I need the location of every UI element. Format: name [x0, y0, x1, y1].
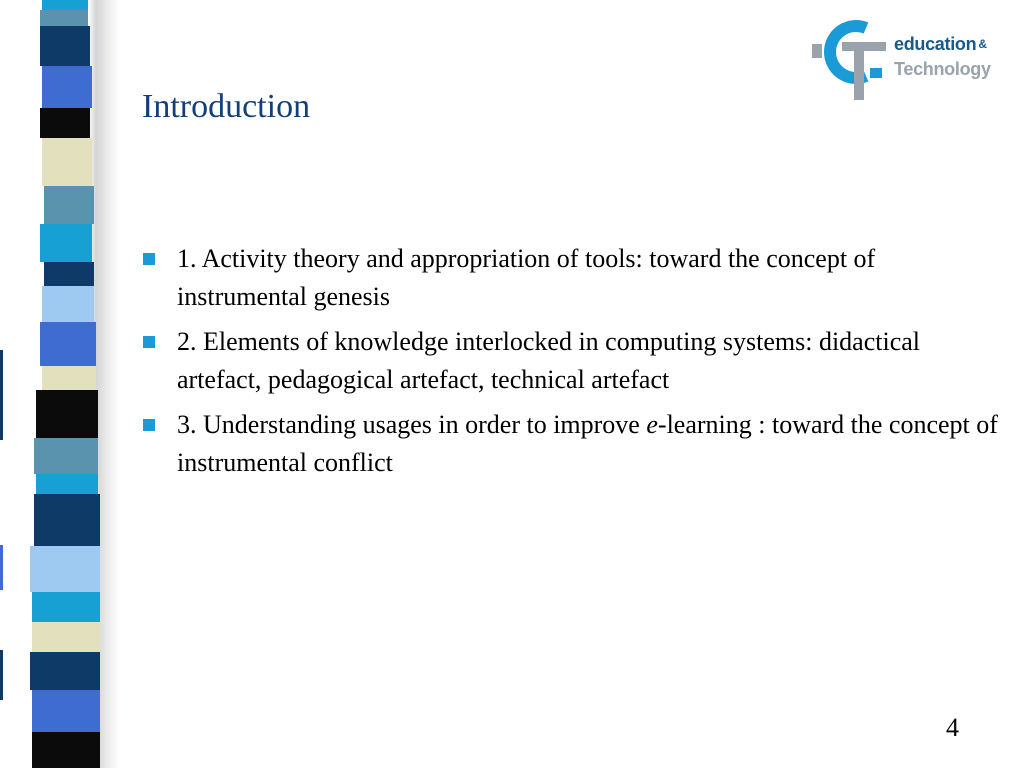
strip-block	[36, 390, 98, 438]
bullet-text-continued: -learning : toward the concept of instrumental conflict	[177, 410, 998, 477]
square-bullet-icon	[143, 419, 155, 431]
strip-block	[32, 690, 100, 732]
strip-block	[42, 286, 94, 322]
strip-block	[42, 366, 96, 390]
strip-block	[42, 66, 92, 108]
bullet-list	[142, 240, 1002, 489]
square-bullet-icon	[143, 253, 155, 265]
page-number: 4	[946, 713, 959, 742]
strip-block	[40, 26, 90, 66]
bullet-text: 3. Understanding usages in order to improve	[177, 410, 647, 439]
bullet-text: 1. Activity theory and appropriation of tools: toward the concept of instrumental genesis	[177, 244, 876, 311]
bullet-item	[142, 240, 1002, 316]
strip-edge	[0, 350, 3, 440]
strip-block	[44, 262, 94, 286]
bullet-item	[142, 323, 1002, 399]
education-technology-logo	[808, 14, 1008, 104]
strip-block	[32, 592, 100, 622]
strip-block	[34, 438, 98, 474]
strip-block	[40, 322, 96, 366]
logo-mark-icon	[808, 14, 888, 104]
strip-block	[40, 108, 90, 138]
strip-edge	[0, 545, 3, 590]
slide-title: Introduction	[142, 88, 311, 125]
strip-block	[42, 0, 88, 10]
strip-block	[30, 652, 100, 690]
logo-text-education: education &	[894, 34, 987, 54]
strip-block	[40, 224, 92, 262]
strip-block	[36, 474, 98, 494]
logo-text-technology: Technology	[894, 59, 991, 79]
strip-block	[40, 10, 88, 26]
bullet-text: 2. Elements of knowledge interlocked in computing systems: didactical artefact, pedagogical artefact, technical artefact	[177, 327, 920, 394]
strip-block	[34, 494, 100, 546]
strip-block	[32, 732, 100, 768]
bullet-text-italic: e	[646, 410, 658, 439]
decorative-strip	[0, 0, 100, 768]
strip-block	[30, 546, 100, 592]
strip-edge	[0, 650, 3, 700]
strip-block	[32, 622, 100, 652]
strip-block	[44, 186, 94, 224]
square-bullet-icon	[143, 336, 155, 348]
bullet-item	[142, 406, 1002, 482]
strip-block	[42, 138, 92, 186]
